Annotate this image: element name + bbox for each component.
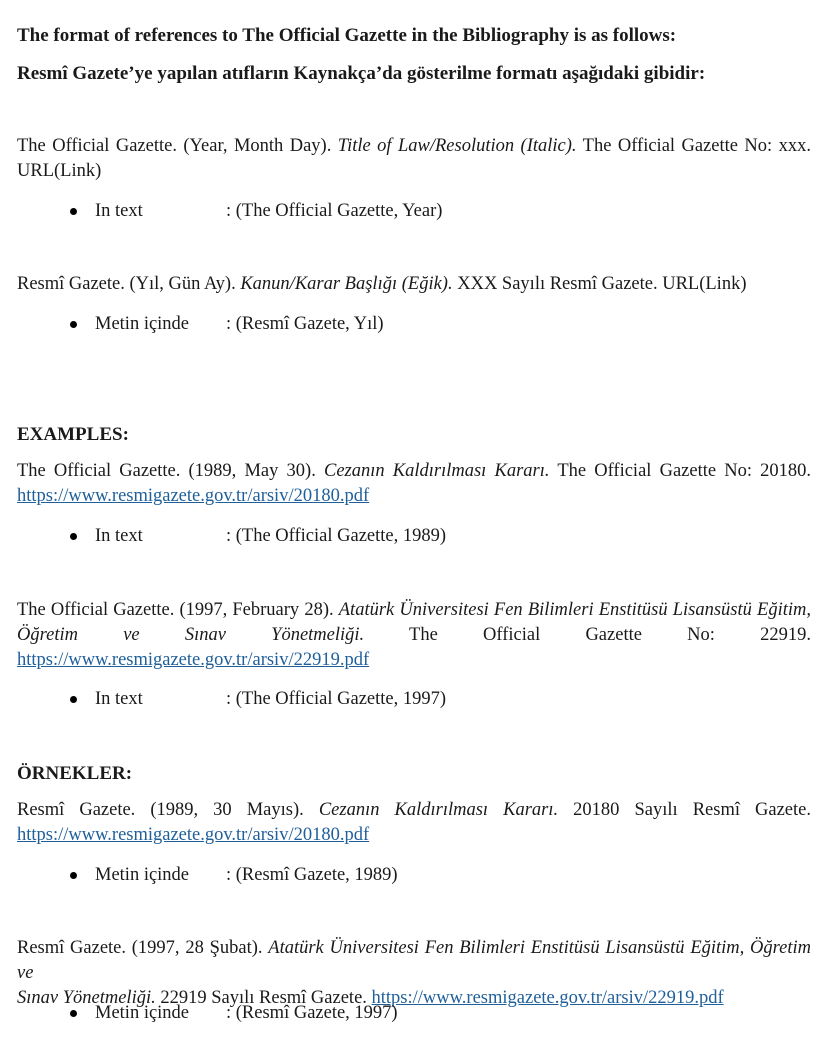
bullet-label: In text (95, 201, 143, 221)
format-en-reference (17, 134, 811, 184)
bullet-label: In text (95, 689, 143, 709)
example-tr-1-title: Cezanın Kaldırılması Kararı. (318, 800, 559, 820)
bullet-label: In text (95, 526, 143, 546)
format-en-pre: The Official Gazette. (Year, Month Day). (17, 136, 338, 156)
bullet-value: : (Resmî Gazete, Yıl) (226, 314, 384, 334)
bullet-label: Metin içinde (95, 865, 190, 885)
example-tr-2 (17, 936, 811, 1011)
format-en-line2: URL(Link) (17, 161, 102, 181)
bullet-dot-icon (70, 1010, 77, 1017)
example-tr-1-link[interactable]: https://www.resmigazete.gov.tr/arsiv/20180.pdf (17, 825, 370, 845)
example-en-1-pre: The Official Gazette. (1989, May 30). (17, 461, 324, 481)
example-en-1-post: The Official Gazette No: 20180. (549, 461, 812, 481)
example-tr-2-pre: Resmî Gazete. (1997, 28 Şubat). (17, 938, 269, 958)
format-tr-title: Kanun/Karar Başlığı (Eğik). (240, 274, 453, 294)
bullet-label: Metin içinde (95, 314, 190, 334)
example-en-1-line1 (17, 459, 811, 484)
bullet-label: Metin içinde (95, 1003, 190, 1023)
example-en-2 (17, 598, 811, 673)
example-tr-2-title-2: Sınav Yönetmeliği. (17, 988, 156, 1008)
format-tr-pre: Resmî Gazete. (Yıl, Gün Ay). (17, 274, 241, 294)
example-tr-2-post: 22919 Sayılı Resmî Gazete. (155, 988, 372, 1008)
example-en-1 (17, 459, 811, 509)
example-en-2-line1 (17, 598, 811, 623)
example-en-2-pre: The Official Gazette. (1997, February 28). (17, 600, 339, 620)
bullet-value: : (The Official Gazette, Year) (226, 201, 443, 221)
bullet-dot-icon (70, 872, 77, 879)
bullet-value: : (Resmî Gazete, 1997) (226, 1003, 398, 1023)
examples-heading: EXAMPLES: (17, 424, 129, 445)
format-en-line1 (17, 134, 811, 159)
format-en-post: The Official Gazette No: xxx. (576, 136, 811, 156)
example-tr-1-pre: Resmî Gazete. (1989, 30 Mayıs). (17, 800, 319, 820)
example-tr-2-link[interactable]: https://www.resmigazete.gov.tr/arsiv/22919.pdf (371, 988, 724, 1008)
bullet-dot-icon (70, 321, 77, 328)
bullet-dot-icon (70, 696, 77, 703)
example-en-2-post: The Official Gazette No: 22919. (364, 625, 811, 645)
heading-en: The format of references to The Official Gazette in the Bibliography is as follows: (17, 25, 677, 46)
format-en-title: Title of Law/Resolution (Italic). (337, 136, 577, 156)
example-tr-2-line1 (17, 936, 811, 986)
example-en-1-link[interactable]: https://www.resmigazete.gov.tr/arsiv/20180.pdf (17, 486, 370, 506)
example-en-2-title-1: Atatürk Üniversitesi Fen Bilimleri Enstitüsü Lisansüstü Eğitim, (338, 600, 811, 620)
example-tr-1-line1 (17, 798, 811, 823)
bullet-dot-icon (70, 208, 77, 215)
example-tr-1-post: 20180 Sayılı Resmî Gazete. (558, 800, 811, 820)
bullet-value: : (Resmî Gazete, 1989) (226, 865, 398, 885)
example-tr-1 (17, 798, 811, 848)
example-en-1-title: Cezanın Kaldırılması Kararı. (323, 461, 550, 481)
examples-tr-heading: ÖRNEKLER: (17, 763, 133, 784)
example-en-2-line2 (17, 623, 811, 648)
bullet-dot-icon (70, 533, 77, 540)
bullet-value: : (The Official Gazette, 1989) (226, 526, 447, 546)
format-tr-reference (17, 272, 811, 297)
bullet-value: : (The Official Gazette, 1997) (226, 689, 447, 709)
example-tr-2-title-1: Atatürk Üniversitesi Fen Bilimleri Enstitüsü Lisansüstü Eğitim, Öğretim ve (17, 938, 812, 983)
heading-tr: Resmî Gazete’ye yapılan atıfların Kaynakça’da gösterilme formatı aşağıdaki gibidir: (17, 63, 706, 84)
example-en-2-title-2: Öğretim ve Sınav Yönetmeliği. (17, 625, 365, 645)
format-tr-post: XXX Sayılı Resmî Gazete. URL(Link) (452, 274, 747, 294)
example-en-2-link[interactable]: https://www.resmigazete.gov.tr/arsiv/22919.pdf (17, 650, 370, 670)
